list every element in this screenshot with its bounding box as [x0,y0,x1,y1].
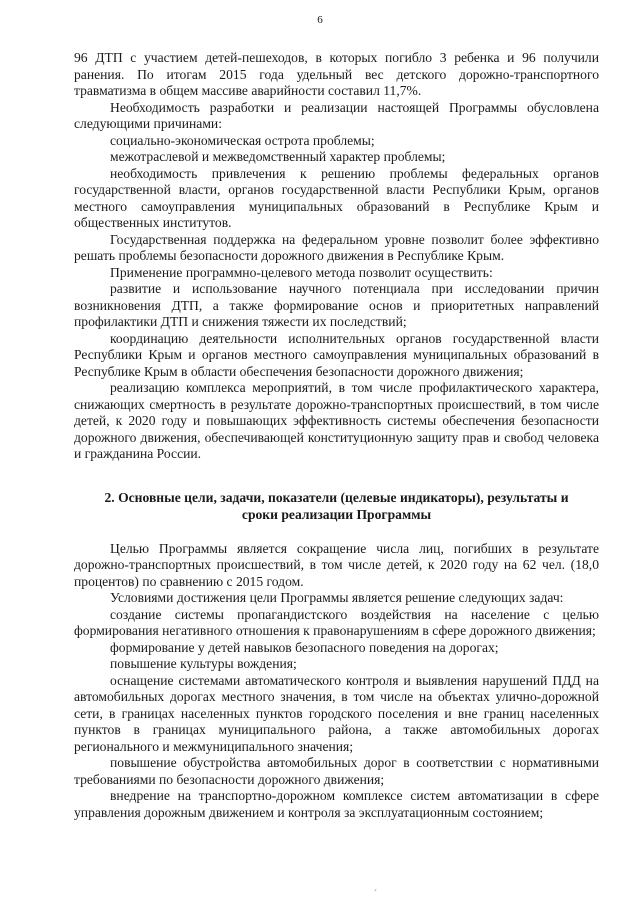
paragraph: развитие и использование научного потенциала при исследовании причин возникновения ДТП, а также формирование основ и приоритетных направлений профилактики ДТП и снижения тяжести их последствий; [74,281,599,329]
paragraph: создание системы пропагандистского воздействия на население с целью формирования негативного отношения к правонарушениям в сфере дорожного движения; [74,606,599,638]
paragraph: внедрение на транспортно-дорожном комплексе систем автоматизации в сфере управления дорожным движением и контроля за эксплуатационным состоянием; [74,788,599,820]
paragraph: Условиями достижения цели Программы является решение следующих задач: [110,590,564,605]
paragraph: Необходимость разработки и реализации настоящей Программы обусловлена следующими причинами: [74,99,599,131]
page-number: 6 [317,14,323,26]
paragraph: Целью Программы является сокращение числа лиц, погибших в результате дорожно-транспортных происшествий, в том числе детей, к 2020 году на 62 чел. (18,0 процентов) по сравнению с 2015 годом. [74,540,599,589]
paragraph: Применение программно-целевого метода позволит осуществить: [110,264,493,280]
paragraph: Государственная поддержка на федеральном уровне позволит более эффективно решать проблемы безопасности дорожного движения в Республике Крым. [74,231,599,263]
section-2-heading-line1: 2. Основные цели, задачи, показатели (целевые индикаторы), результаты и [104,489,569,505]
section-2-text [74,541,599,822]
paragraph: реализацию комплекса мероприятий, в том числе профилактического характера, снижающих смертность в результате дорожно-транспортных происшествий, в том числе детей, к 2020 году и повышающих эффективность системы обеспечения безопасности дорожного движения, обеспечивающей конституционную защиту прав и свобод человека и гражданина России. [74,380,599,461]
paragraph: формирование у детей навыков безопасного поведения на дорогах; [110,639,499,655]
document-body [74,50,599,821]
section-2-heading [74,489,599,523]
section-2-heading-line2: сроки реализации Программы [241,506,432,522]
paragraph: оснащение системами автоматического контроля и выявления нарушений ПДД на автомобильных дорогах местного значения, в том числе на объектах улично-дорожной сети, в границах населенных пунктов городского поселения и вне границ населенных пунктов в границах муниципального района, а также автомобильных дорогах регионального и межмуниципального значения; [74,672,599,754]
scan-mark: ´ [374,888,377,898]
paragraph: повышение обустройства автомобильных дорог в соответствии с нормативными требованиями по безопасности дорожного движения; [74,755,599,787]
paragraph: координацию деятельности исполнительных органов государственной власти Республики Крым и органов местного самоуправления муниципальных образований в Республике Крым в области обеспечения безопасности дорожного движения; [74,330,599,379]
paragraph: межотраслевой и межведомственный характер проблемы; [110,149,446,164]
paragraph: 96 ДТП с участием детей-пешеходов, в которых погибло 3 ребенка и 96 получили ранения. По итогам 2015 года удельный вес детского дорожно-транспортного травматизма в общем массиве аварийности составил 11,7%. [74,50,599,98]
section-1-text [74,50,599,463]
paragraph: необходимость привлечения к решению проблемы федеральных органов государственной власти, органов государственной власти Республики Крым, органов местного самоуправления муниципальных образований в Республике Крым и общественных институтов. [74,165,599,230]
paragraph: социально-экономическая острота проблемы; [110,132,375,148]
paragraph: повышение культуры вождения; [110,656,297,671]
